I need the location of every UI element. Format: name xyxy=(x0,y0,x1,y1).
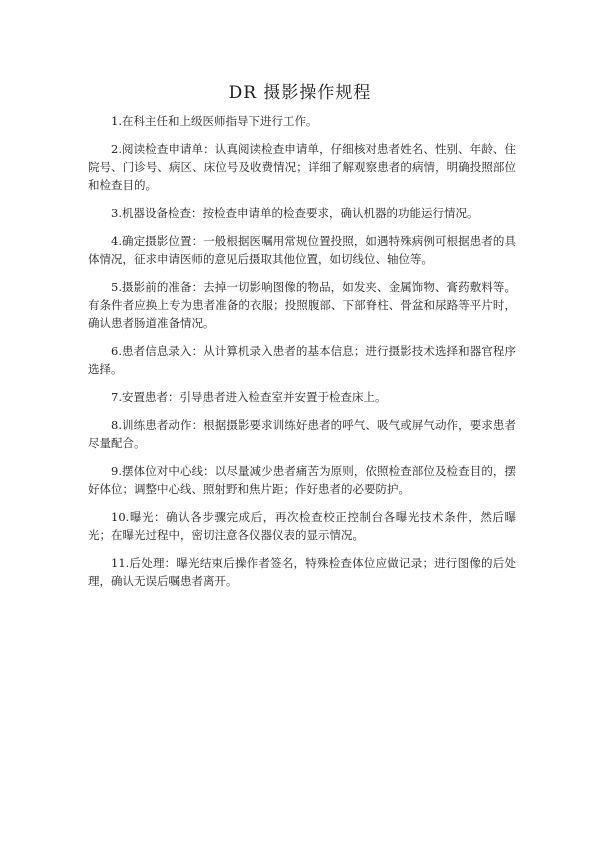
paragraph-7: 7.安置患者：引导患者进入检查室并安置于检查床上。 xyxy=(111,390,387,404)
paragraph-5: 5.摄影前的准备：去掉一切影响图像的物品，如发夹、金属饰物、膏药敷料等。有条件者应换上专为患者准备的衣服；投照腹部、下部脊柱、骨盆和尿路等平片时，确认患者肠道准备情况。 xyxy=(88,280,516,330)
paragraph-3: 3.机器设备检查：按检查申请单的检查要求，确认机器的功能运行情况。 xyxy=(111,206,479,220)
paragraph-2: 2.阅读检查申请单：认真阅读检查申请单，仔细核对患者姓名、性别、年龄、住院号、门诊号、病区、床位号及收费情况；详细了解观察患者的病情，明确投照部位和检查目的。 xyxy=(88,142,516,192)
document-body xyxy=(88,112,516,600)
paragraph-10: 10.曝光：确认各步骤完成后，再次检查校正控制台各曝光技术条件，然后曝光；在曝光过程中，密切注意各仪器仪表的显示情况。 xyxy=(88,510,516,542)
paragraph-4: 4.确定摄影位置：一般根据医嘱用常规位置投照，如遇特殊病例可根据患者的具体情况，征求申请医师的意见后摄取其他位置，如切线位、轴位等。 xyxy=(88,234,516,266)
paragraph-9: 9.摆体位对中心线：以尽量减少患者痛苦为原则，依照检查部位及检查目的，摆好体位；调整中心线、照射野和焦片距；作好患者的必要防护。 xyxy=(88,464,516,496)
paragraph-11: 11.后处理：曝光结束后操作者签名，特殊检查体位应做记录；进行图像的后处理，确认无误后嘱患者离开。 xyxy=(88,556,516,588)
paragraph-1: 1.在科主任和上级医师指导下进行工作。 xyxy=(111,114,318,128)
paragraph-8: 8.训练患者动作：根据摄影要求训练好患者的呼气、吸气或屏气动作，要求患者尽量配合。 xyxy=(88,418,516,450)
document-title: DR 摄影操作规程 xyxy=(228,83,372,103)
paragraph-6: 6.患者信息录入：从计算机录入患者的基本信息；进行摄影技术选择和器官程序选择。 xyxy=(88,344,516,376)
